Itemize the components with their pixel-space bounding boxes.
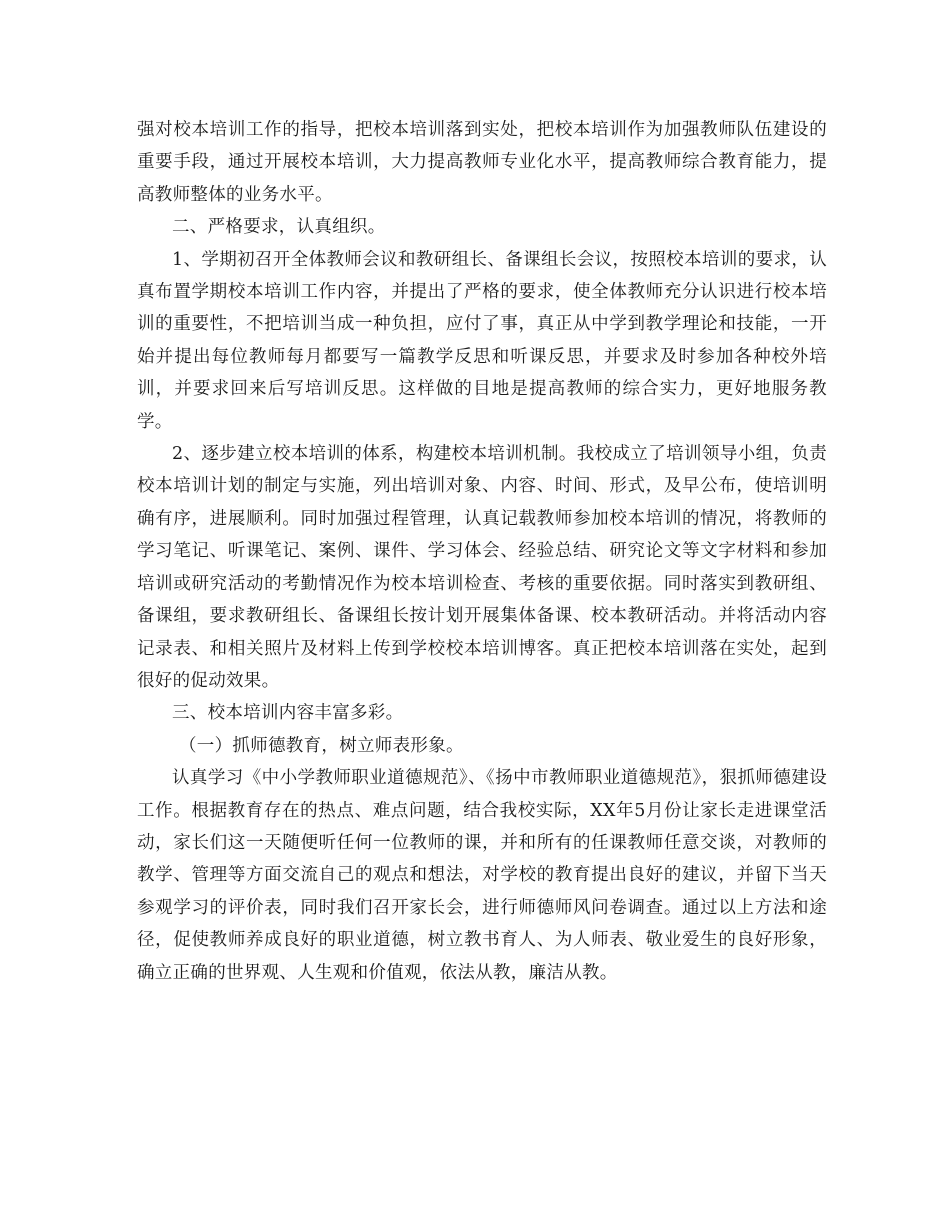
document-body (137, 114, 827, 989)
subsection-heading-1: （一）抓师德教育，树立师表形象。 (179, 735, 464, 756)
paragraph-item-2: 2、逐步建立校本培训的体系，构建校本培训机制。我校成立了培训领导小组，负责校本培训计划的制定与实施，列出培训对象、内容、时间、形式，及早公布，使培训明确有序，进展顺利。同时加强过程管理，认真记载教师参加校本培训的情况，将教师的学习笔记、听课笔记、案例、课件、学习体会、经验总结、研究论文等文字材料和参加培训或研究活动的考勤情况作为校本培训检查、考核的重要依据。同时落实到教研组、备课组，要求教研组长、备课组长按计划开展集体备课、校本教研活动。并将活动内容记录表、和相关照片及材料上传到学校校本培训博客。真正把校本培训落在实处，起到很好的促动效果。 (137, 444, 827, 691)
paragraph-intro-continuation: 强对校本培训工作的指导，把校本培训落到实处，把校本培训作为加强教师队伍建设的重要手段，通过开展校本培训，大力提高教师专业化水平，提高教师综合教育能力，提高教师整体的业务水平。 (137, 120, 827, 205)
section-heading-2: 二、严格要求，认真组织。 (172, 217, 386, 238)
section-heading-3: 三、校本培训内容丰富多彩。 (172, 703, 404, 724)
paragraph-item-1: 1、学期初召开全体教师会议和教研组长、备课组长会议，按照校本培训的要求，认真布置学期校本培训工作内容，并提出了严格的要求，使全体教师充分认识进行校本培训的重要性，不把培训当成一种负担，应付了事，真正从中学到教学理论和技能，一开始并提出每位教师每月都要写一篇教学反思和听课反思，并要求及时参加各种校外培训，并要求回来后写培训反思。这样做的目地是提高教师的综合实力，更好地服务教学。 (137, 249, 827, 432)
paragraph-ethics-education: 认真学习《中小学教师职业道德规范》、《扬中市教师职业道德规范》，狠抓师德建设工作。根据教育存在的热点、难点问题，结合我校实际，XX年5月份让家长走进课堂活动，家长们这一天随便听任何一位教师的课，并和所有的任课教师任意交谈，对教师的教学、管理等方面交流自己的观点和想法，对学校的教育提出良好的建议，并留下当天参观学习的评价表，同时我们召开家长会，进行师德师风问卷调查。通过以上方法和途径，促使教师养成良好的职业道德，树立教书育人、为人师表、敬业爱生的良好形象，确立正确的世界观、人生观和价值观，依法从教，廉洁从教。 (137, 768, 827, 983)
